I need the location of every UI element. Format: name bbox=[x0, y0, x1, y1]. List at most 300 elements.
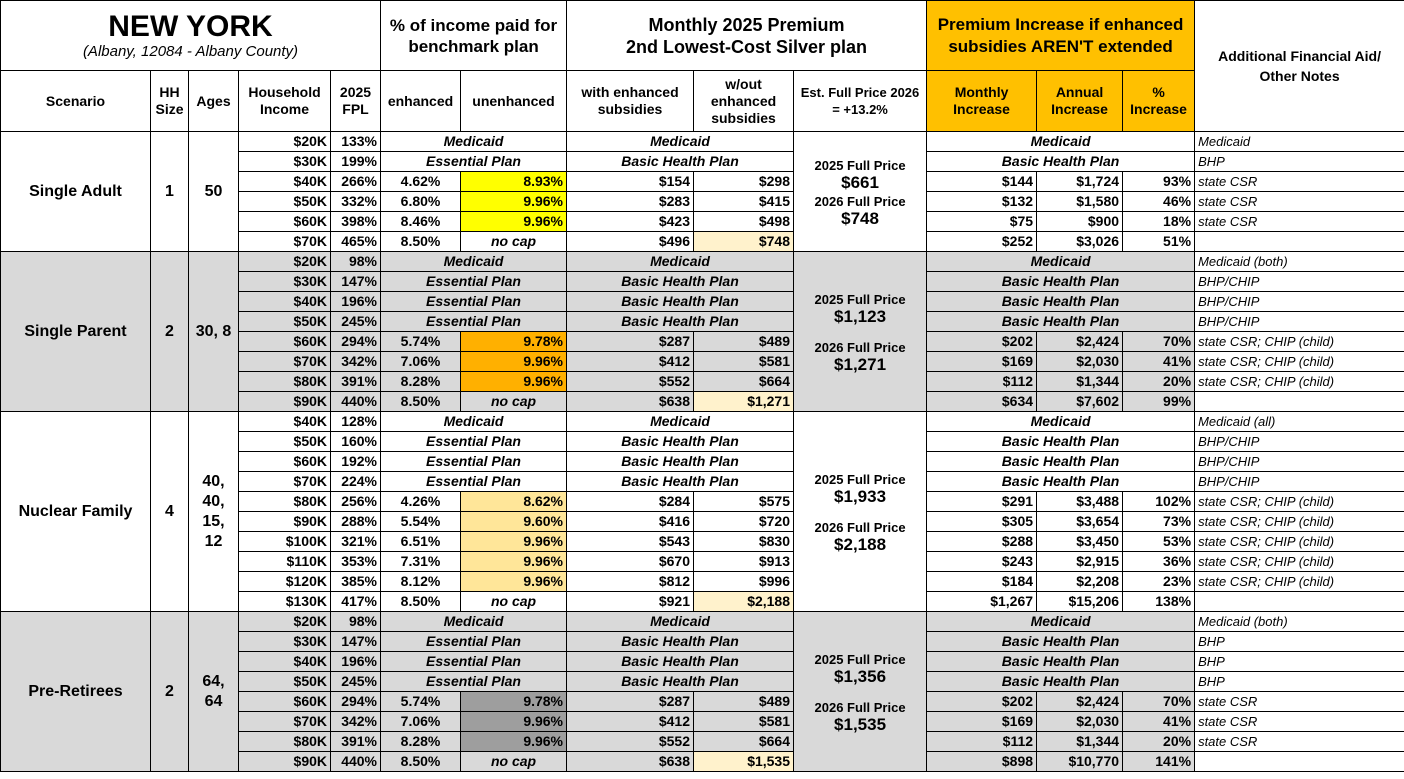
monthly-increase-cell: $132 bbox=[927, 192, 1037, 212]
col-annual-increase: Annual Increase bbox=[1037, 71, 1123, 132]
plan-type-premium-cell: Basic Health Plan bbox=[567, 272, 794, 292]
monthly-increase-cell: $291 bbox=[927, 492, 1037, 512]
ages: 30, 8 bbox=[189, 252, 239, 412]
hh-size: 4 bbox=[151, 412, 189, 612]
fpl-cell: 440% bbox=[331, 392, 381, 412]
increase-header: Premium Increase if enhanced subsidies AREN'T extended bbox=[927, 1, 1195, 71]
fpl-cell: 294% bbox=[331, 692, 381, 712]
pct-increase-cell: 23% bbox=[1123, 572, 1195, 592]
plan-type-premium-cell: Basic Health Plan bbox=[567, 472, 794, 492]
with-enhanced-cell: $496 bbox=[567, 232, 694, 252]
full-price-2026-value: $1,271 bbox=[834, 354, 887, 374]
table-row bbox=[1, 612, 1404, 632]
fpl-cell: 332% bbox=[331, 192, 381, 212]
pct-increase-cell: 46% bbox=[1123, 192, 1195, 212]
income-cell: $110K bbox=[239, 552, 331, 572]
notes-cell: state CSR bbox=[1195, 692, 1404, 712]
notes-cell bbox=[1195, 592, 1404, 612]
increase-plan-type-cell: Medicaid bbox=[927, 132, 1195, 152]
annual-increase-cell: $2,424 bbox=[1037, 692, 1123, 712]
without-enhanced-cell: $748 bbox=[694, 232, 794, 252]
enhanced-pct-cell: 4.26% bbox=[381, 492, 461, 512]
increase-plan-type-cell: Basic Health Plan bbox=[927, 152, 1195, 172]
unenhanced-pct-cell: 9.96% bbox=[461, 212, 567, 232]
fpl-cell: 294% bbox=[331, 332, 381, 352]
full-price-cell bbox=[794, 612, 927, 772]
without-enhanced-cell: $415 bbox=[694, 192, 794, 212]
income-cell: $90K bbox=[239, 512, 331, 532]
col-with-enhanced: with enhanced subsidies bbox=[567, 71, 694, 132]
enhanced-pct-cell: 8.50% bbox=[381, 752, 461, 772]
hh-size: 2 bbox=[151, 252, 189, 412]
with-enhanced-cell: $552 bbox=[567, 732, 694, 752]
pct-increase-cell: 20% bbox=[1123, 732, 1195, 752]
hh-size: 2 bbox=[151, 612, 189, 772]
monthly-increase-cell: $305 bbox=[927, 512, 1037, 532]
with-enhanced-cell: $283 bbox=[567, 192, 694, 212]
notes-cell: state CSR; CHIP (child) bbox=[1195, 352, 1404, 372]
pct-increase-cell: 141% bbox=[1123, 752, 1195, 772]
full-price-2026-label: 2026 Full Price bbox=[814, 699, 906, 715]
plan-type-cell: Essential Plan bbox=[381, 472, 567, 492]
ages: 40, 40, 15, 12 bbox=[189, 412, 239, 612]
fpl-cell: 391% bbox=[331, 732, 381, 752]
without-enhanced-cell: $575 bbox=[694, 492, 794, 512]
table-row bbox=[1, 132, 1404, 152]
plan-type-premium-cell: Basic Health Plan bbox=[567, 452, 794, 472]
notes-cell: Medicaid (all) bbox=[1195, 412, 1404, 432]
income-cell: $70K bbox=[239, 472, 331, 492]
pct-increase-cell: 53% bbox=[1123, 532, 1195, 552]
annual-increase-cell: $2,915 bbox=[1037, 552, 1123, 572]
annual-increase-cell: $1,344 bbox=[1037, 732, 1123, 752]
notes-cell: state CSR; CHIP (child) bbox=[1195, 512, 1404, 532]
monthly-increase-cell: $1,267 bbox=[927, 592, 1037, 612]
without-enhanced-cell: $498 bbox=[694, 212, 794, 232]
fpl-cell: 266% bbox=[331, 172, 381, 192]
notes-cell: state CSR; CHIP (child) bbox=[1195, 552, 1404, 572]
full-price-cell bbox=[794, 412, 927, 612]
income-cell: $40K bbox=[239, 292, 331, 312]
enhanced-pct-cell: 8.50% bbox=[381, 232, 461, 252]
fpl-cell: 196% bbox=[331, 292, 381, 312]
notes-cell: state CSR; CHIP (child) bbox=[1195, 492, 1404, 512]
annual-increase-cell: $3,450 bbox=[1037, 532, 1123, 552]
notes-cell: BHP bbox=[1195, 652, 1404, 672]
with-enhanced-cell: $638 bbox=[567, 392, 694, 412]
income-cell: $50K bbox=[239, 312, 331, 332]
notes-cell bbox=[1195, 392, 1404, 412]
fpl-cell: 465% bbox=[331, 232, 381, 252]
scenario-label: Single Adult bbox=[1, 132, 151, 252]
annual-increase-cell: $1,724 bbox=[1037, 172, 1123, 192]
notes-cell: state CSR bbox=[1195, 712, 1404, 732]
notes-cell: state CSR bbox=[1195, 172, 1404, 192]
fpl-cell: 133% bbox=[331, 132, 381, 152]
notes-cell: BHP bbox=[1195, 672, 1404, 692]
monthly-increase-cell: $112 bbox=[927, 372, 1037, 392]
pct-increase-cell: 36% bbox=[1123, 552, 1195, 572]
income-cell: $20K bbox=[239, 252, 331, 272]
without-enhanced-cell: $913 bbox=[694, 552, 794, 572]
full-price-2026-label: 2026 Full Price bbox=[814, 339, 906, 355]
annual-increase-cell: $1,580 bbox=[1037, 192, 1123, 212]
pct-increase-cell: 99% bbox=[1123, 392, 1195, 412]
income-cell: $50K bbox=[239, 432, 331, 452]
full-price-2025-label: 2025 Full Price bbox=[814, 471, 906, 487]
fpl-cell: 321% bbox=[331, 532, 381, 552]
unenhanced-pct-cell: 9.96% bbox=[461, 732, 567, 752]
notes-cell: BHP/CHIP bbox=[1195, 272, 1404, 292]
monthly-increase-cell: $252 bbox=[927, 232, 1037, 252]
with-enhanced-cell: $287 bbox=[567, 332, 694, 352]
annual-increase-cell: $3,654 bbox=[1037, 512, 1123, 532]
unenhanced-pct-cell: 9.78% bbox=[461, 692, 567, 712]
ages: 50 bbox=[189, 132, 239, 252]
plan-type-cell: Essential Plan bbox=[381, 152, 567, 172]
full-price-cell bbox=[794, 252, 927, 412]
full-price-2025-label: 2025 Full Price bbox=[814, 157, 906, 173]
pct-increase-cell: 138% bbox=[1123, 592, 1195, 612]
monthly-increase-cell: $169 bbox=[927, 352, 1037, 372]
fpl-cell: 192% bbox=[331, 452, 381, 472]
full-price-2025-label: 2025 Full Price bbox=[814, 291, 906, 307]
annual-increase-cell: $2,208 bbox=[1037, 572, 1123, 592]
pct-increase-cell: 41% bbox=[1123, 712, 1195, 732]
without-enhanced-cell: $581 bbox=[694, 712, 794, 732]
plan-type-cell: Medicaid bbox=[381, 132, 567, 152]
enhanced-pct-cell: 5.74% bbox=[381, 692, 461, 712]
with-enhanced-cell: $638 bbox=[567, 752, 694, 772]
income-cell: $80K bbox=[239, 372, 331, 392]
col-unenhanced: unenhanced bbox=[461, 71, 567, 132]
unenhanced-pct-cell: 9.96% bbox=[461, 712, 567, 732]
state-title: NEW YORK bbox=[108, 9, 273, 43]
notes-cell: state CSR bbox=[1195, 732, 1404, 752]
fpl-cell: 128% bbox=[331, 412, 381, 432]
unenhanced-pct-cell: 9.96% bbox=[461, 552, 567, 572]
plan-type-cell: Essential Plan bbox=[381, 452, 567, 472]
unenhanced-pct-cell: no cap bbox=[461, 392, 567, 412]
fpl-cell: 385% bbox=[331, 572, 381, 592]
plan-type-cell: Medicaid bbox=[381, 252, 567, 272]
pct-increase-cell: 51% bbox=[1123, 232, 1195, 252]
col-income: Household Income bbox=[239, 71, 331, 132]
fpl-cell: 147% bbox=[331, 632, 381, 652]
notes-cell: state CSR; CHIP (child) bbox=[1195, 332, 1404, 352]
plan-type-premium-cell: Medicaid bbox=[567, 612, 794, 632]
increase-plan-type-cell: Basic Health Plan bbox=[927, 312, 1195, 332]
increase-plan-type-cell: Basic Health Plan bbox=[927, 292, 1195, 312]
notes-cell: Medicaid bbox=[1195, 132, 1404, 152]
income-cell: $90K bbox=[239, 752, 331, 772]
enhanced-pct-cell: 4.62% bbox=[381, 172, 461, 192]
notes-cell: BHP/CHIP bbox=[1195, 432, 1404, 452]
enhanced-pct-cell: 6.80% bbox=[381, 192, 461, 212]
income-cell: $70K bbox=[239, 232, 331, 252]
enhanced-pct-cell: 6.51% bbox=[381, 532, 461, 552]
full-price-2025-value: $661 bbox=[841, 172, 879, 192]
without-enhanced-cell: $664 bbox=[694, 372, 794, 392]
fpl-cell: 245% bbox=[331, 672, 381, 692]
with-enhanced-cell: $154 bbox=[567, 172, 694, 192]
notes-cell: BHP/CHIP bbox=[1195, 472, 1404, 492]
annual-increase-cell: $2,424 bbox=[1037, 332, 1123, 352]
notes-header: Additional Financial Aid/ Other Notes bbox=[1195, 1, 1404, 132]
income-cell: $20K bbox=[239, 132, 331, 152]
col-monthly-increase: Monthly Increase bbox=[927, 71, 1037, 132]
plan-type-premium-cell: Basic Health Plan bbox=[567, 432, 794, 452]
increase-plan-type-cell: Basic Health Plan bbox=[927, 652, 1195, 672]
monthly-premium-header bbox=[567, 1, 927, 71]
unenhanced-pct-cell: no cap bbox=[461, 592, 567, 612]
income-cell: $20K bbox=[239, 612, 331, 632]
enhanced-pct-cell: 8.50% bbox=[381, 392, 461, 412]
full-price-2025-value: $1,356 bbox=[834, 666, 887, 686]
plan-type-premium-cell: Medicaid bbox=[567, 252, 794, 272]
unenhanced-pct-cell: 8.62% bbox=[461, 492, 567, 512]
pct-increase-cell: 41% bbox=[1123, 352, 1195, 372]
fpl-cell: 417% bbox=[331, 592, 381, 612]
scenario-label: Pre-Retirees bbox=[1, 612, 151, 772]
annual-increase-cell: $900 bbox=[1037, 212, 1123, 232]
without-enhanced-cell: $489 bbox=[694, 692, 794, 712]
plan-type-premium-cell: Basic Health Plan bbox=[567, 292, 794, 312]
pct-increase-cell: 20% bbox=[1123, 372, 1195, 392]
fpl-cell: 147% bbox=[331, 272, 381, 292]
increase-plan-type-cell: Medicaid bbox=[927, 252, 1195, 272]
monthly-increase-cell: $634 bbox=[927, 392, 1037, 412]
plan-type-cell: Essential Plan bbox=[381, 312, 567, 332]
full-price-2025-value: $1,933 bbox=[834, 486, 887, 506]
plan-type-cell: Essential Plan bbox=[381, 632, 567, 652]
fpl-cell: 398% bbox=[331, 212, 381, 232]
with-enhanced-cell: $423 bbox=[567, 212, 694, 232]
scenario-label: Single Parent bbox=[1, 252, 151, 412]
notes-cell: state CSR; CHIP (child) bbox=[1195, 572, 1404, 592]
pct-income-header: % of income paid for benchmark plan bbox=[381, 1, 567, 71]
monthly-increase-cell: $184 bbox=[927, 572, 1037, 592]
fpl-cell: 98% bbox=[331, 252, 381, 272]
income-cell: $70K bbox=[239, 712, 331, 732]
with-enhanced-cell: $284 bbox=[567, 492, 694, 512]
fpl-cell: 353% bbox=[331, 552, 381, 572]
annual-increase-cell: $3,488 bbox=[1037, 492, 1123, 512]
plan-type-cell: Medicaid bbox=[381, 412, 567, 432]
monthly-increase-cell: $898 bbox=[927, 752, 1037, 772]
increase-plan-type-cell: Basic Health Plan bbox=[927, 672, 1195, 692]
with-enhanced-cell: $921 bbox=[567, 592, 694, 612]
notes-cell: BHP bbox=[1195, 632, 1404, 652]
increase-plan-type-cell: Basic Health Plan bbox=[927, 432, 1195, 452]
with-enhanced-cell: $287 bbox=[567, 692, 694, 712]
unenhanced-pct-cell: 8.93% bbox=[461, 172, 567, 192]
monthly-premium-title: Monthly 2025 Premium bbox=[648, 14, 845, 35]
income-cell: $100K bbox=[239, 532, 331, 552]
income-cell: $30K bbox=[239, 272, 331, 292]
full-price-2026-value: $2,188 bbox=[834, 534, 887, 554]
increase-plan-type-cell: Basic Health Plan bbox=[927, 452, 1195, 472]
increase-plan-type-cell: Medicaid bbox=[927, 612, 1195, 632]
enhanced-pct-cell: 7.06% bbox=[381, 352, 461, 372]
fpl-cell: 196% bbox=[331, 652, 381, 672]
full-price-2025-label: 2025 Full Price bbox=[814, 651, 906, 667]
notes-cell bbox=[1195, 752, 1404, 772]
monthly-increase-cell: $144 bbox=[927, 172, 1037, 192]
unenhanced-pct-cell: 9.96% bbox=[461, 372, 567, 392]
fpl-cell: 160% bbox=[331, 432, 381, 452]
income-cell: $80K bbox=[239, 492, 331, 512]
income-cell: $40K bbox=[239, 652, 331, 672]
notes-cell bbox=[1195, 232, 1404, 252]
plan-type-cell: Essential Plan bbox=[381, 272, 567, 292]
increase-plan-type-cell: Basic Health Plan bbox=[927, 632, 1195, 652]
plan-type-premium-cell: Medicaid bbox=[567, 412, 794, 432]
annual-increase-cell: $15,206 bbox=[1037, 592, 1123, 612]
col-enhanced: enhanced bbox=[381, 71, 461, 132]
plan-type-premium-cell: Basic Health Plan bbox=[567, 152, 794, 172]
notes-cell: state CSR; CHIP (child) bbox=[1195, 372, 1404, 392]
notes-cell: BHP/CHIP bbox=[1195, 452, 1404, 472]
income-cell: $50K bbox=[239, 192, 331, 212]
income-cell: $60K bbox=[239, 692, 331, 712]
monthly-increase-cell: $202 bbox=[927, 692, 1037, 712]
plan-type-premium-cell: Basic Health Plan bbox=[567, 652, 794, 672]
increase-plan-type-cell: Basic Health Plan bbox=[927, 472, 1195, 492]
plan-type-premium-cell: Basic Health Plan bbox=[567, 672, 794, 692]
fpl-cell: 98% bbox=[331, 612, 381, 632]
with-enhanced-cell: $552 bbox=[567, 372, 694, 392]
without-enhanced-cell: $2,188 bbox=[694, 592, 794, 612]
notes-cell: BHP/CHIP bbox=[1195, 312, 1404, 332]
pct-increase-cell: 93% bbox=[1123, 172, 1195, 192]
income-cell: $30K bbox=[239, 152, 331, 172]
col-scenario: Scenario bbox=[1, 71, 151, 132]
with-enhanced-cell: $412 bbox=[567, 352, 694, 372]
monthly-increase-cell: $169 bbox=[927, 712, 1037, 732]
ages: 64, 64 bbox=[189, 612, 239, 772]
unenhanced-pct-cell: no cap bbox=[461, 752, 567, 772]
without-enhanced-cell: $581 bbox=[694, 352, 794, 372]
fpl-cell: 342% bbox=[331, 352, 381, 372]
annual-increase-cell: $3,026 bbox=[1037, 232, 1123, 252]
without-enhanced-cell: $489 bbox=[694, 332, 794, 352]
fpl-cell: 224% bbox=[331, 472, 381, 492]
notes-cell: state CSR bbox=[1195, 212, 1404, 232]
col-pct-increase: % Increase bbox=[1123, 71, 1195, 132]
plan-type-cell: Essential Plan bbox=[381, 432, 567, 452]
without-enhanced-cell: $996 bbox=[694, 572, 794, 592]
monthly-increase-cell: $112 bbox=[927, 732, 1037, 752]
fpl-cell: 256% bbox=[331, 492, 381, 512]
without-enhanced-cell: $1,271 bbox=[694, 392, 794, 412]
col-without-enhanced: w/out enhanced subsidies bbox=[694, 71, 794, 132]
full-price-2026-value: $748 bbox=[841, 208, 879, 228]
notes-cell: Medicaid (both) bbox=[1195, 252, 1404, 272]
notes-cell: BHP/CHIP bbox=[1195, 292, 1404, 312]
unenhanced-pct-cell: 9.96% bbox=[461, 532, 567, 552]
col-hh-size: HH Size bbox=[151, 71, 189, 132]
with-enhanced-cell: $416 bbox=[567, 512, 694, 532]
enhanced-pct-cell: 8.28% bbox=[381, 732, 461, 752]
unenhanced-pct-cell: 9.78% bbox=[461, 332, 567, 352]
income-cell: $70K bbox=[239, 352, 331, 372]
annual-increase-cell: $1,344 bbox=[1037, 372, 1123, 392]
enhanced-pct-cell: 5.74% bbox=[381, 332, 461, 352]
annual-increase-cell: $2,030 bbox=[1037, 712, 1123, 732]
hh-size: 1 bbox=[151, 132, 189, 252]
without-enhanced-cell: $664 bbox=[694, 732, 794, 752]
monthly-increase-cell: $202 bbox=[927, 332, 1037, 352]
full-price-2026-label: 2026 Full Price bbox=[814, 519, 906, 535]
income-cell: $90K bbox=[239, 392, 331, 412]
with-enhanced-cell: $543 bbox=[567, 532, 694, 552]
pct-increase-cell: 70% bbox=[1123, 692, 1195, 712]
unenhanced-pct-cell: no cap bbox=[461, 232, 567, 252]
notes-cell: state CSR bbox=[1195, 192, 1404, 212]
plan-type-cell: Essential Plan bbox=[381, 652, 567, 672]
fpl-cell: 245% bbox=[331, 312, 381, 332]
title-cell bbox=[1, 1, 381, 71]
enhanced-pct-cell: 8.50% bbox=[381, 592, 461, 612]
annual-increase-cell: $10,770 bbox=[1037, 752, 1123, 772]
without-enhanced-cell: $830 bbox=[694, 532, 794, 552]
with-enhanced-cell: $412 bbox=[567, 712, 694, 732]
full-price-2026-label: 2026 Full Price bbox=[814, 193, 906, 209]
income-cell: $30K bbox=[239, 632, 331, 652]
plan-type-premium-cell: Basic Health Plan bbox=[567, 312, 794, 332]
increase-plan-type-cell: Medicaid bbox=[927, 412, 1195, 432]
location-subtitle: (Albany, 12084 - Albany County) bbox=[82, 42, 299, 60]
plan-type-cell: Essential Plan bbox=[381, 292, 567, 312]
pct-increase-cell: 18% bbox=[1123, 212, 1195, 232]
fpl-cell: 440% bbox=[331, 752, 381, 772]
without-enhanced-cell: $298 bbox=[694, 172, 794, 192]
enhanced-pct-cell: 5.54% bbox=[381, 512, 461, 532]
plan-type-cell: Essential Plan bbox=[381, 672, 567, 692]
monthly-increase-cell: $243 bbox=[927, 552, 1037, 572]
income-cell: $130K bbox=[239, 592, 331, 612]
unenhanced-pct-cell: 9.60% bbox=[461, 512, 567, 532]
monthly-increase-cell: $288 bbox=[927, 532, 1037, 552]
enhanced-pct-cell: 7.06% bbox=[381, 712, 461, 732]
table-row bbox=[1, 252, 1404, 272]
unenhanced-pct-cell: 9.96% bbox=[461, 572, 567, 592]
without-enhanced-cell: $720 bbox=[694, 512, 794, 532]
income-cell: $40K bbox=[239, 172, 331, 192]
col-est-full-price: Est. Full Price 2026 = +13.2% bbox=[794, 71, 927, 132]
without-enhanced-cell: $1,535 bbox=[694, 752, 794, 772]
plan-type-premium-cell: Basic Health Plan bbox=[567, 632, 794, 652]
monthly-premium-subtitle: 2nd Lowest-Cost Silver plan bbox=[626, 36, 868, 57]
with-enhanced-cell: $812 bbox=[567, 572, 694, 592]
enhanced-pct-cell: 7.31% bbox=[381, 552, 461, 572]
unenhanced-pct-cell: 9.96% bbox=[461, 352, 567, 372]
col-fpl: 2025 FPL bbox=[331, 71, 381, 132]
notes-cell: Medicaid (both) bbox=[1195, 612, 1404, 632]
income-cell: $60K bbox=[239, 212, 331, 232]
income-cell: $60K bbox=[239, 332, 331, 352]
plan-type-premium-cell: Medicaid bbox=[567, 132, 794, 152]
income-cell: $50K bbox=[239, 672, 331, 692]
plan-type-cell: Medicaid bbox=[381, 612, 567, 632]
enhanced-pct-cell: 8.12% bbox=[381, 572, 461, 592]
scenario-label: Nuclear Family bbox=[1, 412, 151, 612]
fpl-cell: 199% bbox=[331, 152, 381, 172]
with-enhanced-cell: $670 bbox=[567, 552, 694, 572]
increase-plan-type-cell: Basic Health Plan bbox=[927, 272, 1195, 292]
fpl-cell: 288% bbox=[331, 512, 381, 532]
